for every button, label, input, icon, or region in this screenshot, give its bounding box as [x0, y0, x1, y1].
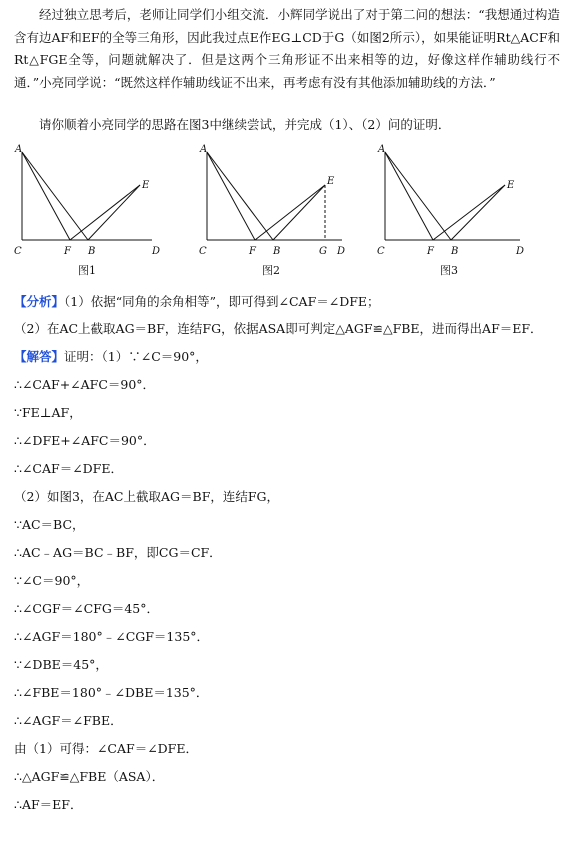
- solution-line: ∵∠DBE＝45°，: [14, 657, 108, 672]
- analysis-tag: 【分析】: [14, 294, 65, 309]
- solution-tag: 【解答】: [14, 349, 65, 364]
- fig1-label-e: E: [142, 180, 150, 191]
- fig3-segment-fe: [433, 185, 505, 240]
- fig3-label-e: E: [507, 180, 515, 191]
- fig3-segment-be: [451, 185, 505, 240]
- analysis-line-2: （2）在AC上截取AG＝BF，连结FG，依据ASA即可判定△AGF≌△FBE，进而得出AF＝EF．: [14, 321, 543, 336]
- fig2-label-g: G: [319, 246, 327, 257]
- fig2-label-b: B: [273, 246, 281, 257]
- solution-line: ∴∠AGF＝∠FBE．: [14, 713, 123, 728]
- fig1-segment-ab: [22, 152, 88, 240]
- solution-line: 由（1）可得：∠CAF＝∠DFE．: [14, 741, 198, 756]
- fig3-segment-af: [385, 152, 433, 240]
- solution-line: ∴∠DFE+∠AFC＝90°．: [14, 433, 156, 448]
- solution-line: ∴∠CAF+∠AFC＝90°．: [14, 377, 156, 392]
- fig1-label-b: B: [88, 246, 96, 257]
- fig3-caption: 图3: [440, 264, 458, 277]
- solution-line: ∴∠AGF＝180°﹣∠CGF＝135°．: [14, 629, 210, 644]
- solution-line: ∵∠C＝90°，: [14, 573, 90, 588]
- fig2-caption: 图2: [262, 264, 280, 277]
- figures: [0, 140, 570, 285]
- fig2-segment-fe: [255, 185, 325, 240]
- fig3-label-d: D: [516, 246, 525, 257]
- solution-line: ∴△AGF≌△FBE（ASA）．: [14, 769, 165, 784]
- fig2-segment-ab: [207, 152, 273, 240]
- solution-line: ∴AC﹣AG＝BC﹣BF，即CG＝CF．: [14, 545, 222, 560]
- solution-line: ∴∠CGF＝∠CFG＝45°．: [14, 601, 160, 616]
- solution-line: ∴AF＝EF．: [14, 797, 83, 812]
- fig2-segment-af: [207, 152, 255, 240]
- fig1-label-a: A: [15, 144, 23, 155]
- fig2-segment-be: [273, 185, 325, 240]
- solution-line: ∵FE⊥AF，: [14, 405, 82, 420]
- fig3-label-f: F: [427, 246, 434, 257]
- fig3-label-a: A: [378, 144, 386, 155]
- fig3-label-c: C: [377, 246, 385, 257]
- fig2-label-d: D: [337, 246, 346, 257]
- fig1-segment-be: [88, 185, 140, 240]
- instruction-paragraph: 请你顺着小亮同学的思路在图3中继续尝试，并完成（1）、（2）问的证明．: [39, 117, 451, 132]
- fig1-segment-af: [22, 152, 70, 240]
- fig1-label-d: D: [152, 246, 161, 257]
- fig2-label-a: A: [200, 144, 208, 155]
- solution-line: （2）如图3，在AC上截取AG＝BF，连结FG，: [14, 489, 280, 504]
- solution-line: ∵AC＝BC，: [14, 517, 85, 532]
- fig3-label-b: B: [451, 246, 459, 257]
- fig2-label-f: F: [249, 246, 256, 257]
- fig1-label-c: C: [14, 246, 22, 257]
- fig2-label-c: C: [199, 246, 207, 257]
- fig2-label-e: E: [327, 176, 335, 187]
- analysis-line-1: 【分析】（1）依据“同角的余角相等”，即可得到∠CAF＝∠DFE；: [14, 294, 380, 309]
- problem-paragraph: 经过独立思考后，老师让同学们小组交流．小辉同学说出了对于第二问的想法：“我想通过构造含有边AF和EF的全等三角形，因此我过点E作EG⊥CD于G（如图2所示），如果能证明Rt△ACF和Rt△FGE全等，问题就解决了．但是这两个三角形证不出来相等的边，好像这样作辅助线行不通．”小亮同学说：“既然这样作辅助线证不出来，再考虑有没有其他添加辅助线的方法．”: [14, 7, 560, 90]
- fig1-label-f: F: [64, 246, 71, 257]
- fig1-caption: 图1: [78, 264, 96, 277]
- fig3-segment-ab: [385, 152, 451, 240]
- fig1-segment-fe: [70, 185, 140, 240]
- solution-line-first: 【解答】证明：（1）∵∠C＝90°，: [14, 349, 208, 364]
- solution-line: ∴∠CAF＝∠DFE．: [14, 461, 123, 476]
- solution-line: ∴∠FBE＝180°﹣∠DBE＝135°．: [14, 685, 209, 700]
